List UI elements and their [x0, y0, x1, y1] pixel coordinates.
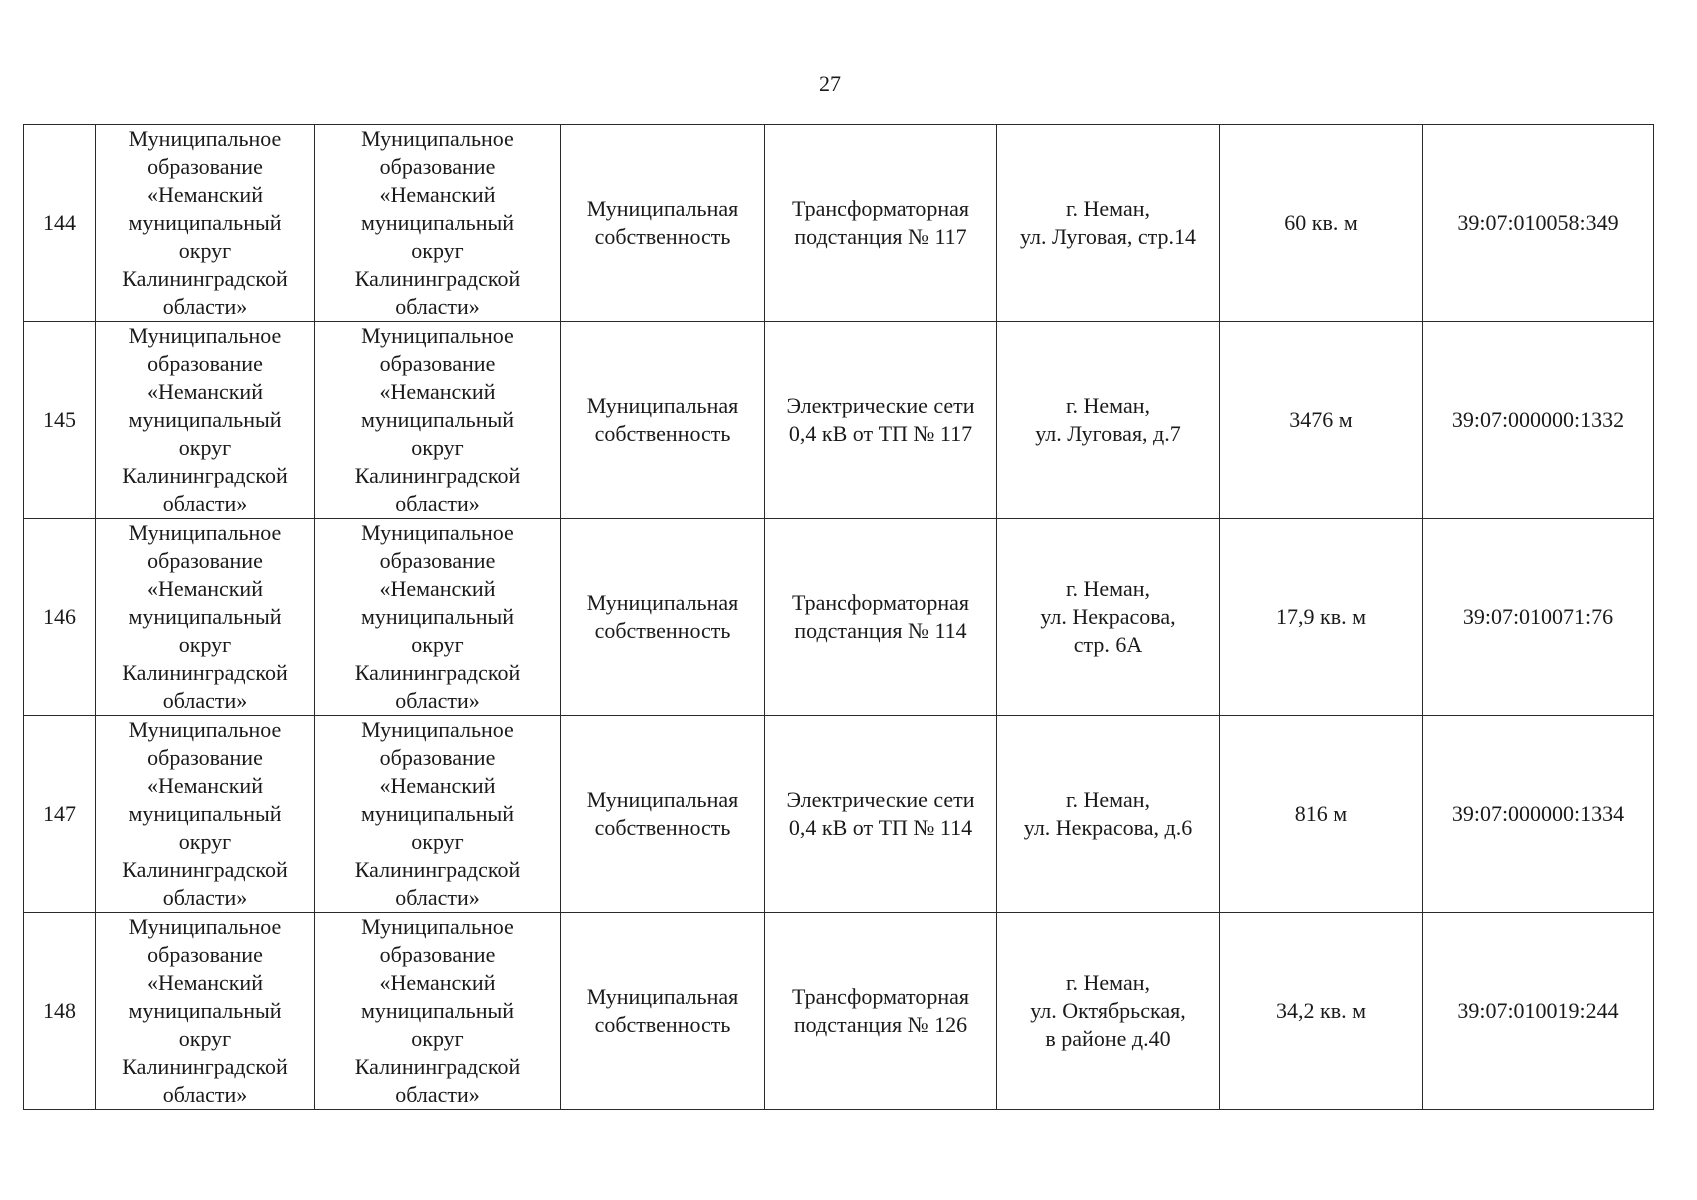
- size-cell: 3476 м: [1220, 322, 1423, 519]
- holder-cell: Муниципальное образование «Неманский муниципальный округ Калининградской области»: [96, 913, 315, 1110]
- property-table: [23, 124, 1654, 1110]
- owner-cell: Муниципальное образование «Неманский муниципальный округ Калининградской области»: [315, 322, 561, 519]
- address-cell: г. Неман, ул. Некрасова, стр. 6А: [997, 519, 1220, 716]
- size-cell: 34,2 кв. м: [1220, 913, 1423, 1110]
- owner-cell: Муниципальное образование «Неманский муниципальный округ Калининградской области»: [315, 519, 561, 716]
- object-cell: Трансформаторная подстанция № 114: [765, 519, 997, 716]
- ownership-cell: Муниципальная собственность: [561, 716, 765, 913]
- size-cell: 60 кв. м: [1220, 125, 1423, 322]
- address-cell: г. Неман, ул. Октябрьская, в районе д.40: [997, 913, 1220, 1110]
- cadastral-cell: 39:07:010019:244: [1423, 913, 1654, 1110]
- address-cell: г. Неман, ул. Луговая, стр.14: [997, 125, 1220, 322]
- row-number-cell: 144: [24, 125, 96, 322]
- address-cell: г. Неман, ул. Некрасова, д.6: [997, 716, 1220, 913]
- ownership-cell: Муниципальная собственность: [561, 913, 765, 1110]
- table-row: [24, 716, 1654, 913]
- ownership-cell: Муниципальная собственность: [561, 519, 765, 716]
- cadastral-cell: 39:07:000000:1332: [1423, 322, 1654, 519]
- table-row: [24, 125, 1654, 322]
- object-cell: Электрические сети 0,4 кВ от ТП № 114: [765, 716, 997, 913]
- object-cell: Трансформаторная подстанция № 126: [765, 913, 997, 1110]
- object-cell: Электрические сети 0,4 кВ от ТП № 117: [765, 322, 997, 519]
- cadastral-cell: 39:07:010071:76: [1423, 519, 1654, 716]
- row-number-cell: 147: [24, 716, 96, 913]
- ownership-cell: Муниципальная собственность: [561, 125, 765, 322]
- row-number-cell: 148: [24, 913, 96, 1110]
- table-row: [24, 322, 1654, 519]
- owner-cell: Муниципальное образование «Неманский муниципальный округ Калининградской области»: [315, 716, 561, 913]
- holder-cell: Муниципальное образование «Неманский муниципальный округ Калининградской области»: [96, 716, 315, 913]
- row-number-cell: 146: [24, 519, 96, 716]
- cadastral-cell: 39:07:000000:1334: [1423, 716, 1654, 913]
- size-cell: 816 м: [1220, 716, 1423, 913]
- ownership-cell: Муниципальная собственность: [561, 322, 765, 519]
- row-number-cell: 145: [24, 322, 96, 519]
- holder-cell: Муниципальное образование «Неманский муниципальный округ Калининградской области»: [96, 322, 315, 519]
- object-cell: Трансформаторная подстанция № 117: [765, 125, 997, 322]
- table-row: [24, 913, 1654, 1110]
- holder-cell: Муниципальное образование «Неманский муниципальный округ Калининградской области»: [96, 519, 315, 716]
- holder-cell: Муниципальное образование «Неманский муниципальный округ Калининградской области»: [96, 125, 315, 322]
- address-cell: г. Неман, ул. Луговая, д.7: [997, 322, 1220, 519]
- size-cell: 17,9 кв. м: [1220, 519, 1423, 716]
- table-row: [24, 519, 1654, 716]
- owner-cell: Муниципальное образование «Неманский муниципальный округ Калининградской области»: [315, 913, 561, 1110]
- owner-cell: Муниципальное образование «Неманский муниципальный округ Калининградской области»: [315, 125, 561, 322]
- page-number: 27: [819, 71, 841, 96]
- cadastral-cell: 39:07:010058:349: [1423, 125, 1654, 322]
